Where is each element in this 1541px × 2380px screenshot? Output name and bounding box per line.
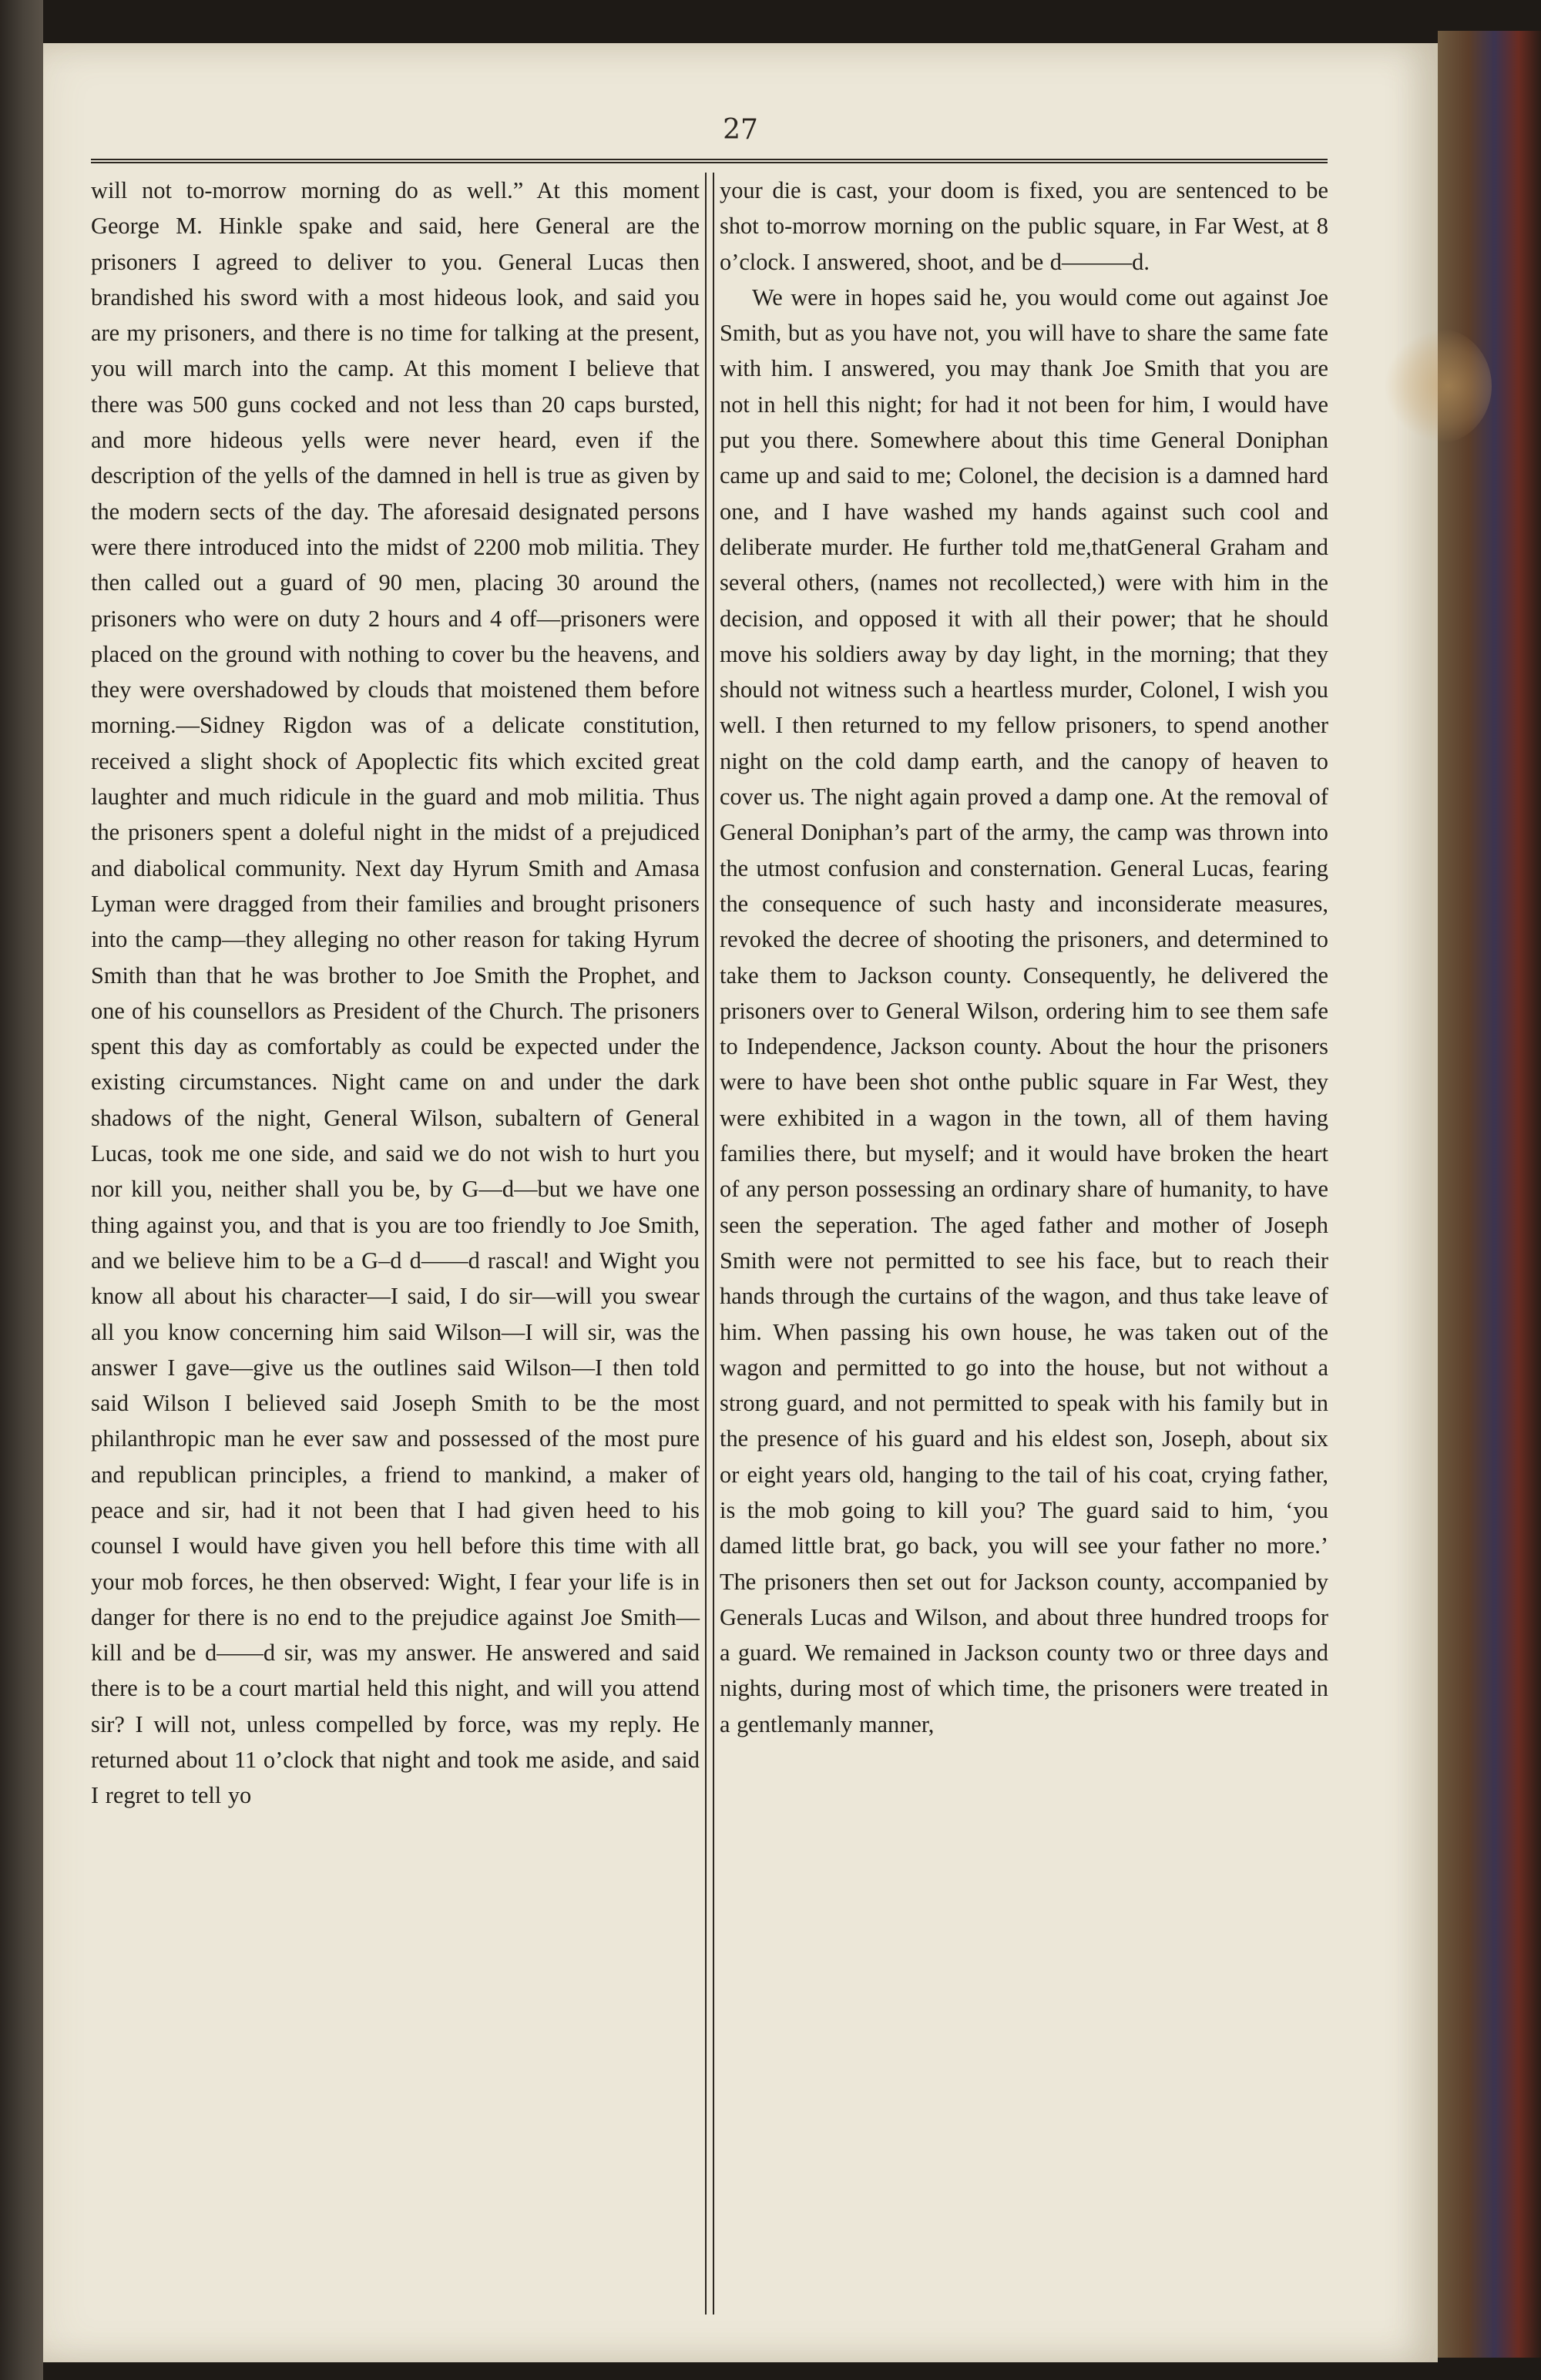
left-column — [91, 173, 700, 1814]
header-rule — [91, 159, 1328, 163]
water-stain — [1384, 328, 1492, 444]
page-number: 27 — [723, 114, 758, 146]
book-page — [43, 43, 1438, 2362]
left-paragraph-1: will not to-morrow morning do as well.” At this moment George M. Hinkle spake and said, here General are the prisoners I agreed to deliver to you. General Lucas then brandished his sword with a most hideous look, and said you are my prisoners, and there is no time for talking at the present, you will march into the camp. At this moment I believe that there was 500 guns cocked and not less than 20 caps bursted, and more hideous yells were never heard, even if the description of the yells of the damned in hell is true as given by the modern sects of the day. The aforesaid designated persons were there introduced into the midst of 2200 mob militia. They then called out a guard of 90 men, placing 30 around the prisoners who were on duty 2 hours and 4 off—prisoners were placed on the ground with nothing to cover bu the heavens, and they were overshadowed by clouds that moistened them before morning.—Sidney Rigdon was of a delicate constitution, received a slight shock of Apoplectic fits which excited great laughter and much ridicule in the guard and mob militia. Thus the prisoners spent a doleful night in the midst of a prejudiced and diabolical community. Next day Hyrum Smith and Amasa Lyman were dragged from their families and brought prisoners into the camp—they alleging no other reason for taking Hyrum Smith than that he was brother to Joe Smith the Prophet, and one of his counsellors as President of the Church. The prisoners spent this day as comfortably as could be expected under the existing circumstances. Night came on and under the dark shadows of the night, General Wilson, subaltern of General Lucas, took me one side, and said we do not wish to hurt you nor kill you, neither shall you be, by G—d—but we have one thing against you, and that is you are too friendly to Joe Smith, and we believe him to be a G–d d——d rascal! and Wight you know all about his character—I said, I do sir—will you swear all you know concerning him said Wilson—I will sir, was the answer I gave—give us the outlines said Wilson—I then told said Wilson I believed said Joseph Smith to be the most philanthropic man he ever saw and possessed of the most pure and republican principles, a friend to mankind, a maker of peace and sir, had it not been that I had given heed to his counsel I would have given you hell before this time with all your mob forces, he then observed: Wight, I fear your life is in danger for there is no end to the prejudice against Joe Smith—kill and be d——d sir, was my answer. He answered and said there is to be a court martial held this night, and will you attend sir? I will not, unless compelled by force, was my reply. He returned about 11 o’clock that night and took me aside, and said I regret to tell yo — [91, 177, 700, 1809]
right-paragraph-2: We were in hopes said he, you would come out against Joe Smith, but as you have not, you will have to share the same fate with him. I answered, you may thank Joe Smith that you are not in hell this night; for had it not been for him, I would have put you there. Somewhere about this time General Doniphan came up and said to me; Colonel, the decision is a damned hard one, and I have washed my hands against such cool and deliberate murder. He further told me,thatGeneral Graham and several others, (names not recollected,) were with him in the decision, and opposed it with all their power; that he should move his soldiers away by day light, in the morning; that they should not witness such a heartless murder, Colonel, I wish you well. I then returned to my fellow prisoners, to spend another night on the cold damp earth, and the canopy of heaven to cover us. The night again proved a damp one. At the removal of General Doniphan’s part of the army, the camp was thrown into the utmost confusion and consternation. General Lucas, fearing the consequence of such hasty and inconsiderate measures, revoked the decree of shooting the prisoners, and determined to take them to Jackson county. Consequently, he delivered the prisoners over to General Wilson, ordering him to see them safe to Independence, Jackson county. About the hour the prisoners were to have been shot onthe public square in Far West, they were exhibited in a wagon in the town, all of them having families there, but myself; and it would have broken the heart of any person possessing an ordinary share of humanity, to have seen the seperation. The aged father and mother of Joseph Smith were not permitted to see his face, but to reach their hands through the curtains of the wagon, and thus take leave of him. When passing his own house, he was taken out of the wagon and permitted to go into the house, but not without a strong guard, and not permitted to speak with his family but in the presence of his guard and his eldest son, Joseph, about six or eight years old, hanging to the tail of his coat, crying father, is the mob going to kill you? The guard said to him, ‘you damed little brat, go back, you will see your father no more.’ The prisoners then set out for Jackson county, accompanied by Generals Lucas and Wilson, and about three hundred troops for a guard. We remained in Jackson county two or three days and nights, during most of which time, the prisoners were treated in a gentlemanly manner, — [720, 284, 1328, 1737]
right-paragraph-1: your die is cast, your doom is fixed, you are sentenced to be shot to-morrow morning on the public square, in Far West, at 8 o’clock. I answered, shoot, and be d———d. — [720, 177, 1328, 275]
right-column — [720, 173, 1328, 1742]
book-binding-left — [0, 0, 43, 2380]
column-divider — [705, 173, 714, 2315]
